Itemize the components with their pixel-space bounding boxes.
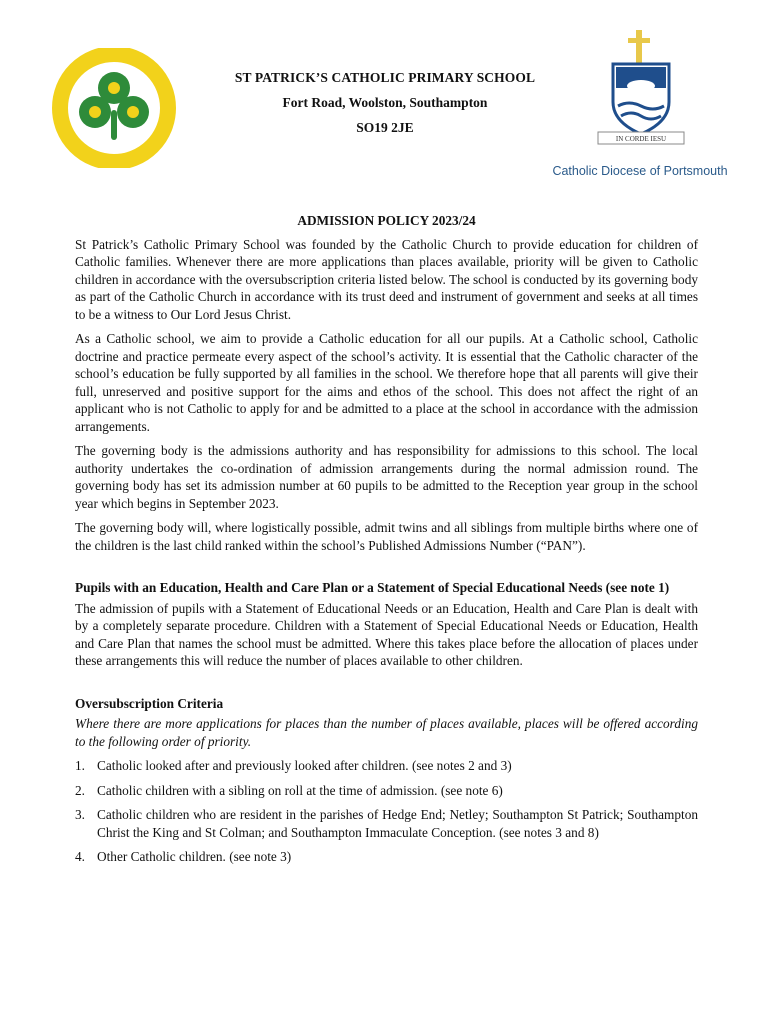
school-name: ST PATRICK’S CATHOLIC PRIMARY SCHOOL xyxy=(234,70,536,85)
policy-title: ADMISSION POLICY 2023/24 xyxy=(297,213,476,228)
list-number: 2. xyxy=(75,782,85,798)
diocese-crest-icon xyxy=(596,30,686,150)
list-text: Catholic looked after and previously looked after children. (see notes 2 and 3) xyxy=(97,758,512,773)
crest-motto: IN CORDE IESU xyxy=(615,135,667,143)
paragraph-twins: The governing body will, where logistically possible, admit twins and all siblings from multiple births where one of the children is the last child ranked within the school’s Published Admissions Number (“PAN”). xyxy=(75,520,698,553)
list-text: Other Catholic children. (see note 3) xyxy=(97,849,292,864)
list-number: 3. xyxy=(75,807,85,822)
criteria-list xyxy=(75,757,698,866)
postcode: SO19 2JE xyxy=(356,120,414,135)
school-logo-icon xyxy=(50,48,178,168)
list-number: 4. xyxy=(75,849,85,864)
oversubscription-intro: Where there are more applications for places than the number of places available, places will be offered according to the following order of priority. xyxy=(75,716,698,749)
list-text: Catholic children who are resident in the parishes of Hedge End; Netley; Southampton St Patrick; Southampton Christ the King and St Colman; and Southampton Immaculate Conception. (see notes 3 and 8) xyxy=(97,807,698,840)
paragraph-founding: St Patrick’s Catholic Primary School was founded by the Catholic Church to provide education for children of Catholic families. Whenever there are more applications than places available, priority will be given to Catholic children in accordance with the oversubscription criteria listed below. The school is conducted by its governing body as part of the Catholic Church in accordance with its trust deed and instrument of government and seeks at all times to be a witness to Our Lord Jesus Christ. xyxy=(75,236,698,322)
list-item xyxy=(75,806,698,841)
policy-body xyxy=(75,212,698,873)
paragraph-catholic-education: As a Catholic school, we aim to provide a Catholic education for all our pupils. At a Catholic school, Catholic doctrine and practice permeate every aspect of the school’s activity. It is essential that the Catholic character of the school’s education be fully supported by all families in the school. We therefore hope that all parents will give their full, unreserved and positive support for the aims and ethos of the school. This does not affect the right of an applicant who is not Catholic to apply for and be admitted to a place at the school in accordance with the admission arrangements. xyxy=(75,331,698,434)
oversubscription-heading: Oversubscription Criteria xyxy=(75,695,224,711)
paragraph-governing-body: The governing body is the admissions authority and has responsibility for admissions to this school. The local authority undertakes the co-ordination of admission arrangements during the normal admission round. The governing body has set its admission number at 60 pupils to be admitted to the Reception year group in the school year which begins in September 2023. xyxy=(75,443,698,511)
list-item xyxy=(75,848,698,866)
list-text: Catholic children with a sibling on roll at the time of admission. (see note 6) xyxy=(97,782,503,798)
address-line-1: Fort Road, Woolston, Southampton xyxy=(282,95,488,110)
sen-heading: Pupils with an Education, Health and Care Plan or a Statement of Special Educational Needs (see note 1) xyxy=(75,580,670,595)
list-item xyxy=(75,757,698,775)
diocese-name: Catholic Diocese of Portsmouth xyxy=(552,164,728,178)
sen-paragraph: The admission of pupils with a Statement of Educational Needs or an Education, Health and Care Plan is dealt with by a completely separate procedure. Children with a Statement of Special Educational Needs or Education, Health and Care Plan that names the school must be admitted. Where this takes place before the allocation of places under these arrangements this will reduce the number of places available to other children. xyxy=(75,600,698,668)
list-number: 1. xyxy=(75,758,85,773)
list-item xyxy=(75,782,698,800)
school-header xyxy=(200,70,570,136)
